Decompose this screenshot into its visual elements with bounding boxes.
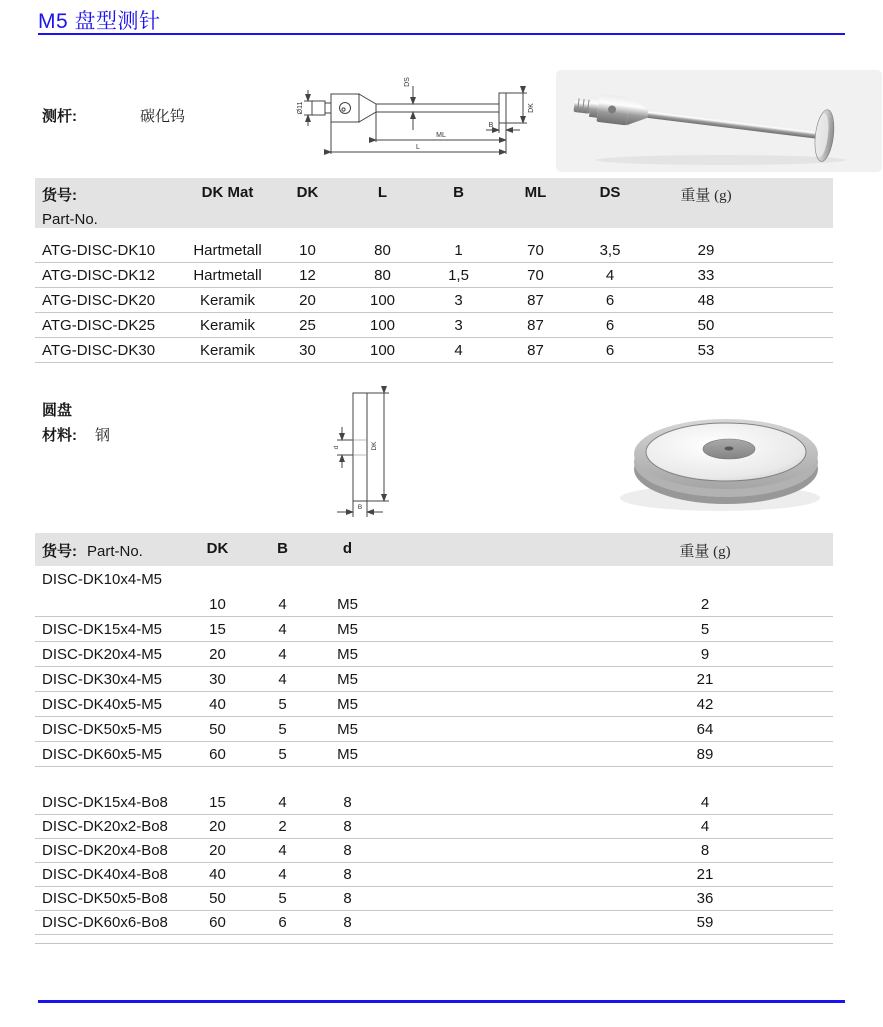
stylus-photo — [556, 70, 882, 172]
part-number-cell: ATG-DISC-DK10 — [42, 241, 156, 259]
value-cell: 9 — [700, 645, 710, 663]
table-row — [35, 338, 833, 363]
part-number-cell: DISC-DK50x5-Bo8 — [42, 890, 168, 907]
value-cell: 4 — [605, 266, 615, 284]
table-row — [35, 742, 833, 767]
dim-dk-label: DK — [528, 103, 535, 113]
value-cell: 5 — [700, 620, 710, 638]
header-part2-cn: 货号: — [42, 543, 77, 560]
value-cell: Hartmetall — [193, 241, 262, 259]
value-cell: 3,5 — [599, 241, 621, 259]
stylus-label: 测杆: — [42, 108, 77, 125]
value-cell: 60 — [209, 914, 226, 931]
value-cell: 21 — [696, 866, 714, 883]
value-cell: 70 — [527, 241, 544, 259]
header-ml: ML — [524, 184, 547, 201]
value-cell: 100 — [369, 291, 396, 309]
value-cell: 4 — [278, 645, 287, 663]
table-row — [35, 911, 833, 935]
value-cell: 40 — [209, 695, 226, 713]
table-row — [35, 288, 833, 313]
table-row — [35, 839, 833, 863]
table-row — [35, 863, 833, 887]
value-cell: 3 — [454, 291, 463, 309]
table-row — [35, 313, 833, 338]
value-cell: 30 — [209, 670, 226, 688]
title-underline — [38, 33, 845, 35]
value-cell: M5 — [337, 620, 358, 638]
value-cell: 80 — [374, 266, 391, 284]
value-cell: 4 — [278, 866, 287, 883]
part-number-cell: DISC-DK20x2-Bo8 — [42, 818, 168, 835]
table-row — [35, 887, 833, 911]
value-cell: 20 — [299, 291, 316, 309]
value-cell: 2 — [278, 818, 287, 835]
header-d2: d — [342, 540, 353, 557]
dim-b2-label: B — [357, 504, 363, 511]
dim-l-label: L — [416, 144, 420, 151]
value-cell: 20 — [209, 842, 226, 859]
table-row — [35, 642, 833, 667]
value-cell: 64 — [696, 720, 714, 738]
part-number-cell: DISC-DK10x4-M5 — [42, 570, 163, 588]
value-cell: 21 — [696, 670, 714, 688]
value-cell: 8 — [700, 842, 710, 859]
header-dk: DK — [296, 184, 319, 201]
part-number-cell: DISC-DK20x4-M5 — [42, 645, 163, 663]
part-number-cell: DISC-DK60x6-Bo8 — [42, 914, 168, 931]
value-cell: 100 — [369, 316, 396, 334]
value-cell: 5 — [278, 890, 287, 907]
value-cell: 59 — [696, 914, 714, 931]
value-cell: 4 — [700, 818, 710, 835]
dim-ml-label: ML — [436, 132, 446, 139]
part-number-cell: DISC-DK60x5-M5 — [42, 745, 163, 763]
value-cell: 5 — [278, 745, 287, 763]
value-cell: 20 — [209, 645, 226, 663]
value-cell: 2 — [700, 595, 710, 613]
header-part-cn: 货号: — [42, 187, 77, 204]
header-part2 — [35, 540, 185, 561]
value-cell: 50 — [697, 316, 715, 334]
table-row — [35, 692, 833, 717]
value-cell: 8 — [343, 842, 352, 859]
stylus-table-body — [35, 228, 833, 363]
header-weight2: 重量 (g) — [679, 544, 731, 560]
dim-ds-label: DS — [404, 77, 411, 87]
header-dk2: DK — [206, 540, 229, 557]
footer-blue-line — [38, 1000, 845, 1003]
table-row — [35, 791, 833, 815]
value-cell: 8 — [343, 914, 352, 931]
disc-label: 圆盘 — [42, 402, 73, 419]
value-cell: 8 — [343, 890, 352, 907]
part-number-cell: DISC-DK30x4-M5 — [42, 670, 163, 688]
value-cell: 30 — [299, 341, 316, 359]
stylus-material: 碳化钨 — [140, 108, 186, 125]
page-title: M5 盘型测针 — [38, 10, 161, 33]
value-cell: 60 — [209, 745, 226, 763]
table-row — [35, 566, 833, 592]
part-number-cell: ATG-DISC-DK30 — [42, 341, 156, 359]
disc-table-bo8-body — [35, 791, 833, 935]
value-cell: 5 — [278, 695, 287, 713]
value-cell: 12 — [299, 266, 316, 284]
header-part2-en: Part-No. — [87, 543, 143, 560]
footer-gray-line — [35, 943, 833, 944]
value-cell: 53 — [697, 341, 715, 359]
value-cell: 25 — [299, 316, 316, 334]
value-cell: 4 — [278, 595, 287, 613]
stylus-table-header — [35, 178, 833, 228]
value-cell: 5 — [278, 720, 287, 738]
value-cell: 20 — [209, 818, 226, 835]
header-b: B — [453, 184, 464, 201]
value-cell: Keramik — [199, 341, 255, 359]
value-cell: 80 — [374, 241, 391, 259]
disc-table-header — [35, 533, 833, 566]
disc-diagram — [305, 386, 450, 528]
header-dk-mat: DK Mat — [201, 184, 254, 201]
table-row — [35, 617, 833, 642]
value-cell: 33 — [697, 266, 715, 284]
value-cell: M5 — [337, 745, 358, 763]
value-cell: 87 — [527, 291, 544, 309]
part-number-cell: DISC-DK40x5-M5 — [42, 695, 163, 713]
value-cell: 1 — [454, 241, 463, 259]
header-weight: 重量 (g) — [680, 188, 732, 204]
value-cell: 8 — [343, 866, 352, 883]
value-cell: 4 — [278, 842, 287, 859]
value-cell: 89 — [696, 745, 714, 763]
header-part — [35, 184, 185, 228]
value-cell: 10 — [209, 595, 226, 613]
part-number-cell: ATG-DISC-DK20 — [42, 291, 156, 309]
value-cell: Keramik — [199, 291, 255, 309]
header-part-en: Part-No. — [42, 211, 98, 228]
value-cell: 48 — [697, 291, 715, 309]
header-l: L — [377, 184, 388, 201]
table-gap — [35, 767, 833, 791]
dim-dk2-label: DK — [371, 441, 378, 451]
dim-dia-label: Ø11 — [297, 101, 304, 115]
value-cell: 8 — [343, 818, 352, 835]
disc-material-label: 材料: — [42, 427, 77, 444]
header-b2: B — [277, 540, 288, 557]
value-cell: 42 — [696, 695, 714, 713]
value-cell: 4 — [278, 794, 287, 811]
table-row — [35, 592, 833, 617]
value-cell: 4 — [278, 620, 287, 638]
value-cell: 6 — [605, 341, 615, 359]
value-cell: 40 — [209, 866, 226, 883]
value-cell: 8 — [343, 794, 352, 811]
dim-d-label: d — [333, 445, 340, 450]
header-ds: DS — [599, 184, 621, 201]
part-number-cell: DISC-DK15x4-M5 — [42, 620, 163, 638]
value-cell: 4 — [278, 670, 287, 688]
part-number-cell: DISC-DK20x4-Bo8 — [42, 842, 168, 859]
table-row — [35, 238, 833, 263]
part-number-cell: DISC-DK50x5-M5 — [42, 720, 163, 738]
value-cell: 70 — [527, 266, 544, 284]
value-cell: 100 — [369, 341, 396, 359]
disc-material: 钢 — [95, 427, 111, 444]
disc-table-m5-body — [35, 592, 833, 767]
value-cell: Hartmetall — [193, 266, 262, 284]
value-cell: 6 — [278, 914, 287, 931]
value-cell: 50 — [209, 890, 226, 907]
value-cell: 36 — [696, 890, 714, 907]
value-cell: 15 — [209, 794, 226, 811]
disc-table-name-row — [35, 566, 833, 592]
value-cell: M5 — [337, 695, 358, 713]
value-cell: 29 — [697, 241, 715, 259]
value-cell: M5 — [337, 720, 358, 738]
value-cell: 87 — [527, 316, 544, 334]
value-cell: 6 — [605, 291, 615, 309]
value-cell: 4 — [454, 341, 463, 359]
value-cell: 10 — [299, 241, 316, 259]
value-cell: M5 — [337, 670, 358, 688]
disc-table — [35, 533, 833, 935]
part-number-cell: ATG-DISC-DK25 — [42, 316, 156, 334]
value-cell: 87 — [527, 341, 544, 359]
value-cell: 15 — [209, 620, 226, 638]
value-cell: 6 — [605, 316, 615, 334]
table-row — [35, 815, 833, 839]
stylus-table — [35, 178, 833, 363]
value-cell: 1,5 — [448, 266, 469, 284]
value-cell: 50 — [209, 720, 226, 738]
table-row — [35, 263, 833, 288]
value-cell: M5 — [337, 645, 358, 663]
value-cell: 3 — [454, 316, 463, 334]
table-row — [35, 717, 833, 742]
value-cell: 4 — [700, 794, 710, 811]
value-cell: Keramik — [199, 316, 255, 334]
dim-b-label: B — [488, 122, 494, 129]
table-row — [35, 667, 833, 692]
stylus-diagram — [296, 70, 548, 170]
part-number-cell: ATG-DISC-DK12 — [42, 266, 156, 284]
disc-photo — [598, 396, 853, 524]
part-number-cell: DISC-DK40x4-Bo8 — [42, 866, 168, 883]
value-cell: M5 — [337, 595, 358, 613]
part-number-cell: DISC-DK15x4-Bo8 — [42, 794, 168, 811]
